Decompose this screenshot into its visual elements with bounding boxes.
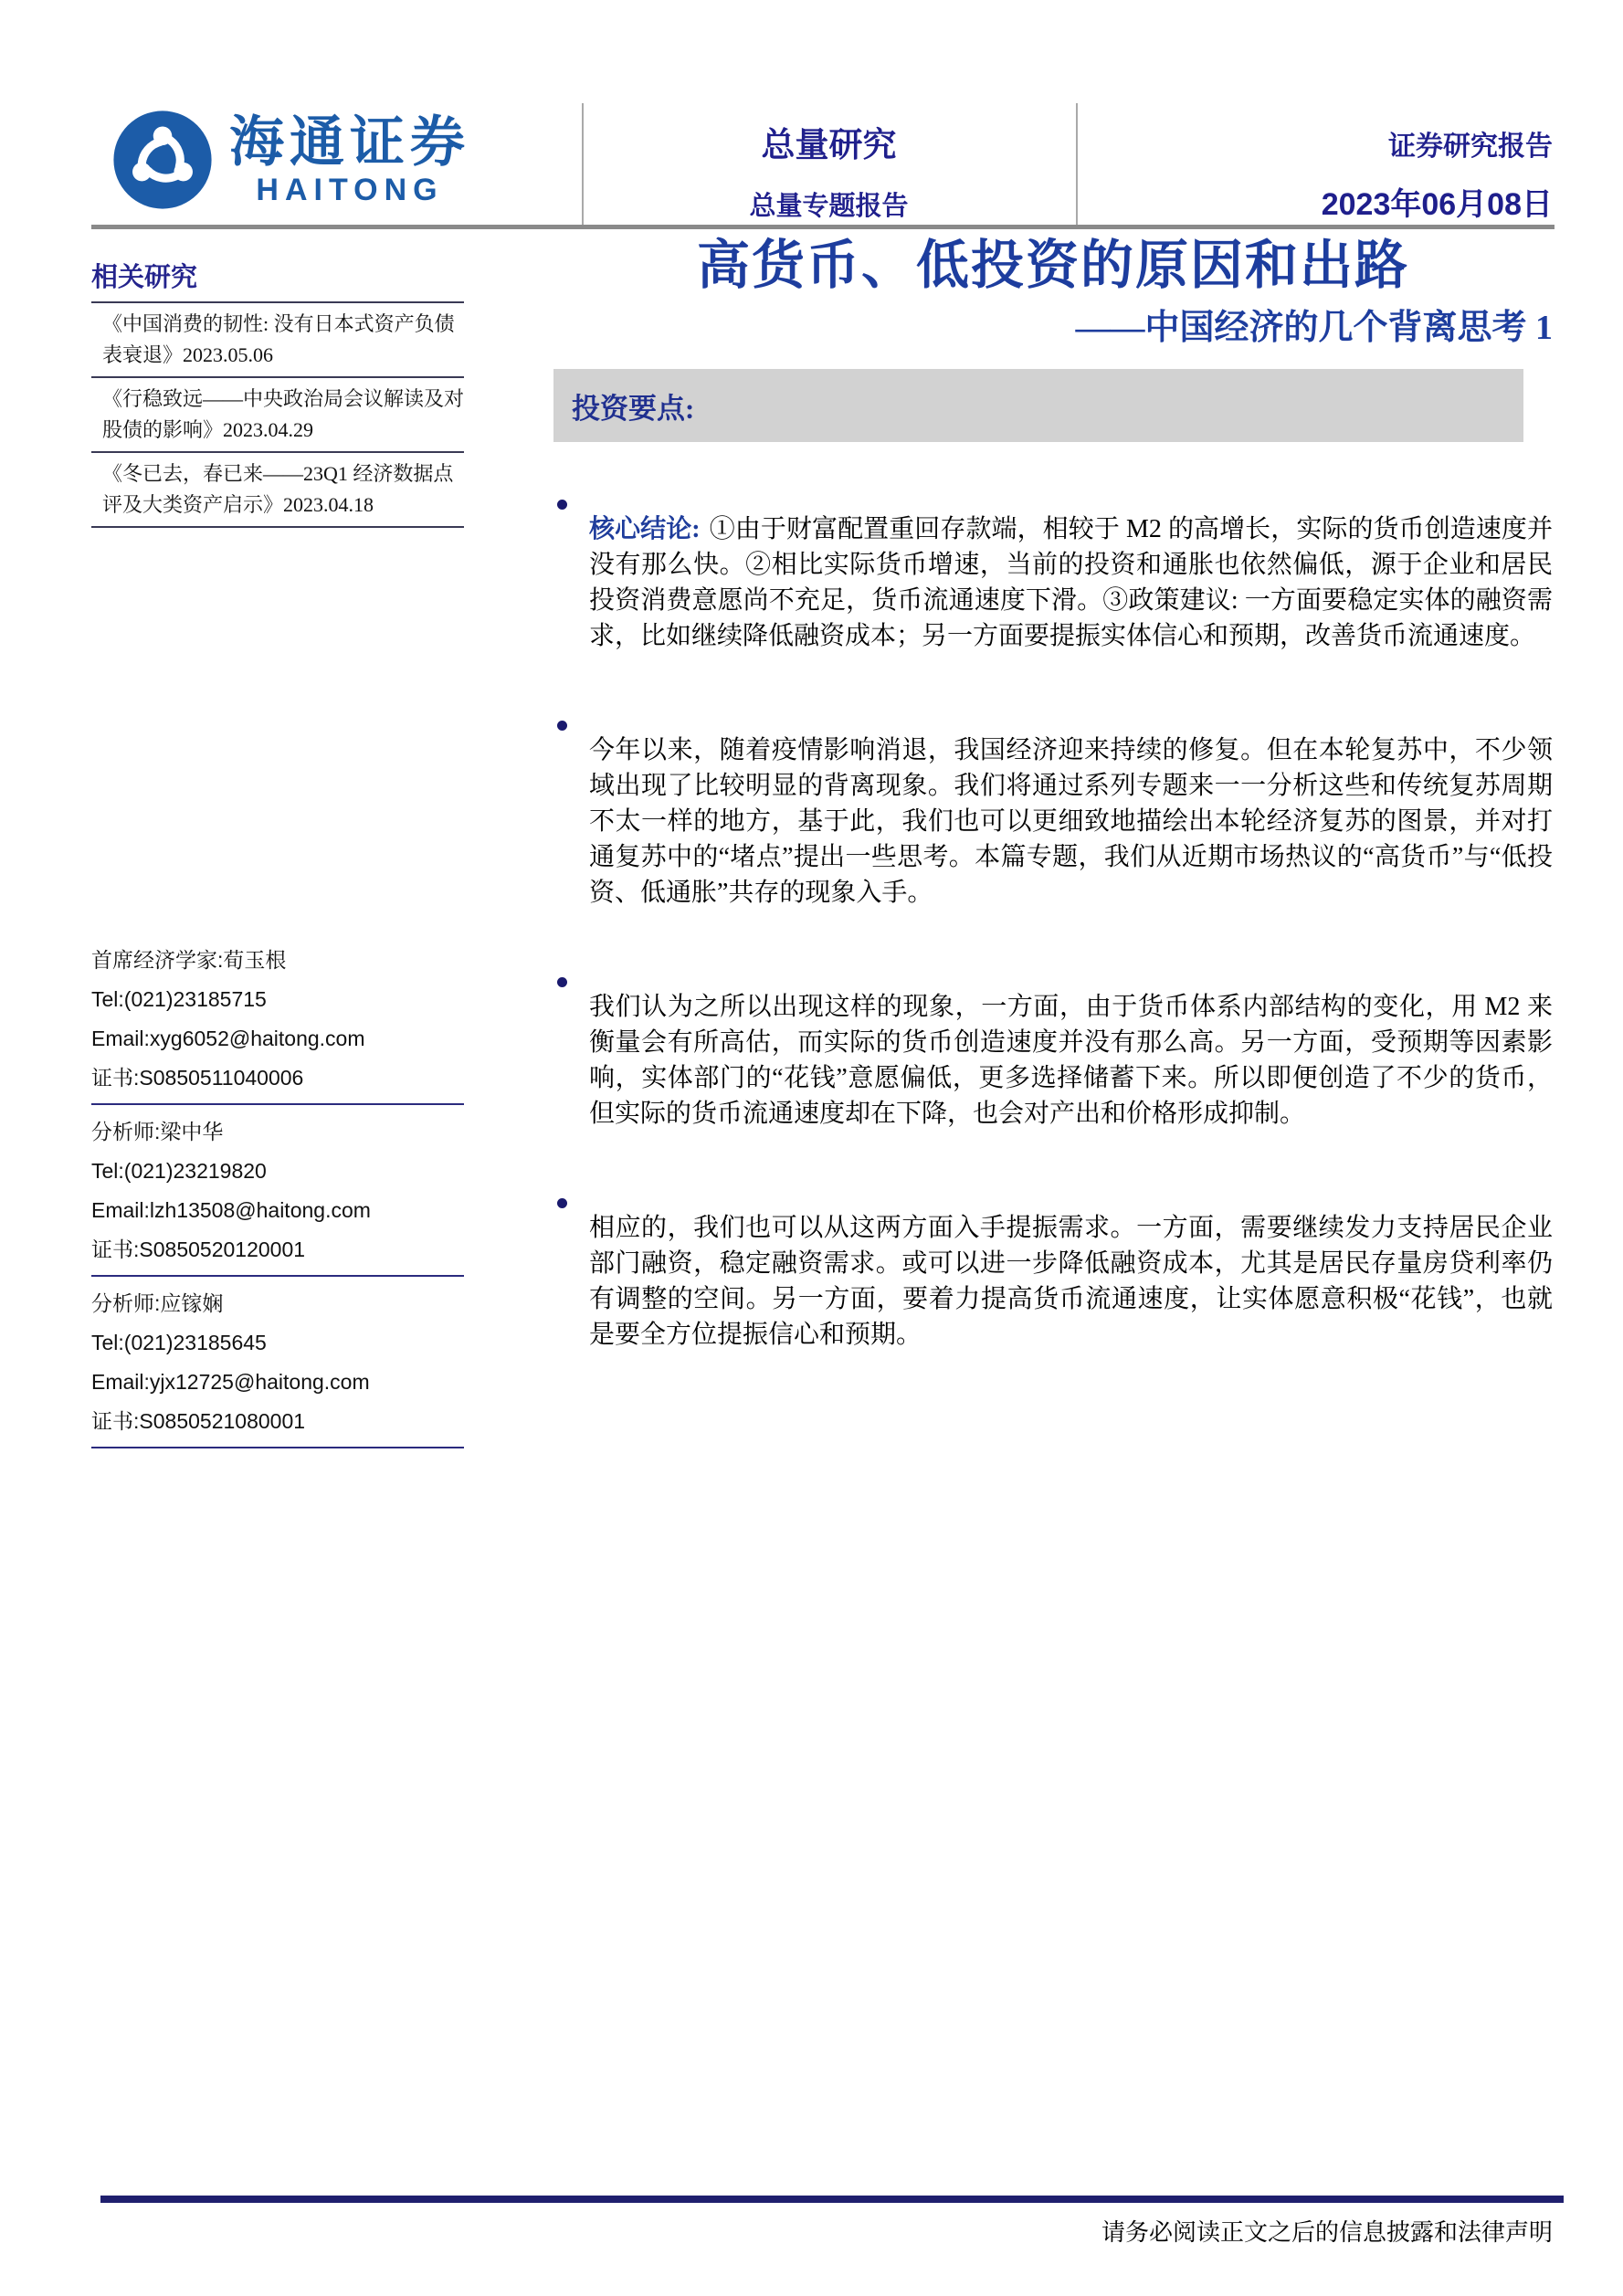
main-content	[553, 236, 1553, 1406]
related-item: 《冬已去，春已来——23Q1 经济数据点评及大类资产启示》2023.04.18	[102, 462, 454, 516]
bullet-paragraph	[589, 989, 1553, 1132]
report-kind-label: 证券研究报告	[1388, 132, 1553, 162]
report-date: 2023年06月08日	[1321, 187, 1553, 222]
bullet-lead: 核心结论:	[589, 515, 701, 543]
analyst-cert: 证书:S0850511040006	[91, 1066, 304, 1090]
logo-en-text: HAITONG	[256, 173, 444, 207]
bullet-paragraph	[589, 732, 1553, 911]
analyst-divider	[91, 1103, 464, 1105]
analyst-role-name: 分析师:梁中华	[91, 1120, 224, 1143]
haitong-logo	[111, 108, 470, 212]
analyst-divider	[91, 1447, 464, 1448]
analyst-tel: Tel:(021)23185715	[91, 987, 267, 1011]
haitong-logo-mark-icon	[111, 108, 215, 212]
bullet-dot-icon	[557, 721, 567, 731]
bullet-dot-icon	[557, 977, 567, 987]
analyst-card	[91, 941, 464, 1098]
bullet-text: 相应的，我们也可以从这两方面入手提振需求。一方面，需要继续发力支持居民企业部门融资，稳定融资需求。或可以进一步降低融资成本，尤其是居民存量房贷利率仍有调整的空间。另一方面，要着力提高货币流通速度，让实体愿意积极“花钱”，也就是要全方位提振信心和预期。	[589, 1214, 1553, 1349]
analyst-cert: 证书:S0850520120001	[91, 1238, 306, 1261]
logo-wordmark	[229, 112, 470, 207]
related-research-panel	[91, 259, 464, 1456]
key-points-bar	[553, 369, 1523, 442]
bullet-item	[553, 486, 1553, 679]
sidebar-divider	[91, 526, 464, 528]
analyst-role-name: 首席经济学家:荀玉根	[91, 948, 287, 972]
report-title: 高货币、低投资的原因和出路	[696, 236, 1409, 295]
analyst-contact-list	[91, 941, 464, 1448]
analyst-card	[91, 1112, 464, 1269]
related-research-title: 相关研究	[91, 263, 198, 292]
header-horizontal-rule	[91, 225, 1554, 229]
bullet-paragraph	[589, 1210, 1553, 1353]
analyst-email: Email:yjx12725@haitong.com	[91, 1370, 370, 1394]
bullet-text: 我们认为之所以出现这样的现象，一方面，由于货币体系内部结构的变化，用 M2 来衡量会有所高估，而实际的货币创造速度并没有那么高。另一方面，受预期等因素影响，实体部门的“花钱”意愿偏低，更多选择储蓄下来。所以即便创造了不少的货币，但实际的货币流通速度却在下降，也会对产出和价格形成抑制。	[589, 993, 1553, 1128]
research-category-label: 总量研究	[761, 127, 897, 164]
sidebar-divider	[91, 451, 464, 453]
bullet-paragraph	[589, 511, 1553, 654]
logo-cn-text: 海通证券	[229, 112, 470, 173]
summary-bullet-list	[553, 486, 1553, 1378]
related-item: 《中国消费的韧性: 没有日本式资产负债表衰退》2023.05.06	[102, 312, 455, 366]
header-research-category	[582, 126, 1076, 223]
report-type-label: 总量专题报告	[749, 192, 909, 221]
analyst-tel: Tel:(021)23185645	[91, 1331, 267, 1354]
analyst-cert: 证书:S0850521080001	[91, 1409, 306, 1433]
bullet-item	[553, 707, 1553, 936]
analyst-email: Email:xyg6052@haitong.com	[91, 1027, 365, 1050]
footer-rule	[100, 2196, 1564, 2203]
sidebar-divider	[91, 376, 464, 378]
analyst-email: Email:lzh13508@haitong.com	[91, 1198, 371, 1222]
bullet-item	[553, 1185, 1553, 1378]
key-points-label: 投资要点:	[572, 392, 695, 425]
footer-disclaimer: 请务必阅读正文之后的信息披露和法律声明	[1101, 2219, 1553, 2246]
bullet-text: ①由于财富配置重回存款端，相较于 M2 的高增长，实际的货币创造速度并没有那么快。②相比实际货币增速，当前的投资和通胀也依然偏低，源于企业和居民投资消费意愿尚不充足，货币流通速度下滑。③政策建议: 一方面要稳定实体的融资需求，比如继续降低融资成本；另一方面要提振实体信心和预期，改善货币流通速度。	[589, 515, 1553, 650]
related-item: 《行稳致远——中央政治局会议解读及对股债的影响》2023.04.29	[102, 387, 465, 441]
bullet-item	[553, 964, 1553, 1157]
analyst-divider	[91, 1275, 464, 1277]
report-subtitle: ——中国经济的几个背离思考 1	[1075, 309, 1553, 347]
bullet-dot-icon	[557, 1198, 567, 1208]
bullet-text: 今年以来，随着疫情影响消退，我国经济迎来持续的修复。但在本轮复苏中，不少领域出现了比较明显的背离现象。我们将通过系列专题来一一分析这些和传统复苏周期不太一样的地方，基于此，我们也可以更细致地描绘出本轮经济复苏的图景，并对打通复苏中的“堵点”提出一些思考。本篇专题，我们从近期市场热议的“高货币”与“低投资、低通胀”共存的现象入手。	[589, 736, 1553, 907]
analyst-tel: Tel:(021)23219820	[91, 1159, 267, 1183]
analyst-card	[91, 1284, 464, 1441]
analyst-role-name: 分析师:应镓娴	[91, 1291, 224, 1315]
sidebar-divider	[91, 301, 464, 303]
header-report-meta	[1076, 130, 1553, 223]
bullet-dot-icon	[557, 500, 567, 510]
